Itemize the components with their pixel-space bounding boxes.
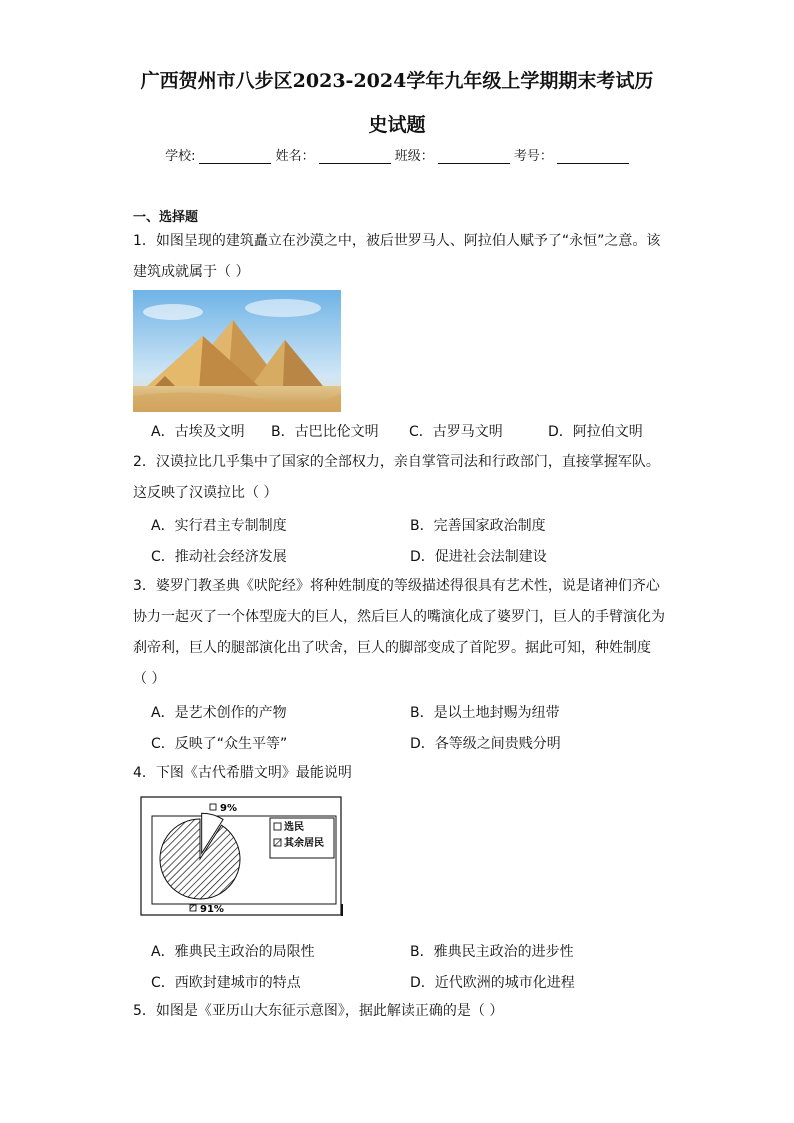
pie-legend [270,818,334,858]
question-3-stem-line1: 3．婆罗门教圣典《吠陀经》将种姓制度的等级描述得很具有艺术性，说是诸神们齐心 [133,578,660,594]
q3-option-c: C．反映了“众生平等” [151,736,288,752]
label-others-swatch [190,905,196,911]
question-2 [133,447,673,509]
question-1-stem-line2: 建筑成就属于（ ） [133,264,250,280]
q4-option-b: B．雅典民主政治的进步性 [410,944,574,960]
question-3-stem-line2: 协力一起灭了一个体型庞大的巨人，然后巨人的嘴演化成了婆罗门，巨人的手臂演化为 [133,609,665,625]
question-1-stem-line1: 1．如图呈现的建筑矗立在沙漠之中，被后世罗马人、阿拉伯人赋予了“永恒”之意。该 [133,233,661,249]
q1-option-c: C．古罗马文明 [409,424,503,440]
field-number-blank [557,149,629,164]
pie-chart [140,796,344,918]
question-3-stem-line3: 刹帝利，巨人的腿部演化出了吠舍，巨人的脚部变成了首陀罗。据此可知，种姓制度 [133,640,651,656]
legend-label-voters: 选民 [284,822,304,833]
q2-option-a: A．实行君主专制制度 [151,518,287,534]
q1-option-b: B．古巴比伦文明 [271,424,379,440]
legend-swatch-others [274,839,281,846]
q2-option-d: D．促进社会法制建设 [410,549,547,565]
question-3 [133,571,673,695]
question-4-stem-line1: 4．下图《古代希腊文明》最能说明 [133,765,352,781]
field-class-blank [438,149,510,164]
q4-option-d: D．近代欧洲的城市化进程 [410,975,575,991]
question-1 [133,226,673,288]
q3-option-a: A．是艺术创作的产物 [151,705,287,721]
pie-slice-others [160,819,240,899]
q3-option-d: D．各等级之间贵贱分明 [410,736,561,752]
field-school-label: 学校: [165,149,196,164]
question-2-stem-line2: 这反映了汉谟拉比（ ） [133,485,278,501]
legend-label-others: 其余居民 [284,838,324,849]
field-name-label: 姓名： [275,149,315,164]
q3-option-b: B．是以土地封赐为纽带 [410,705,560,721]
q4-option-c: C．西欧封建城市的特点 [151,975,301,991]
page-title-line1: 广西贺州市八步区2023-2024学年九年级上学期期末考试历 [140,70,654,92]
field-number-label: 考号： [513,149,553,164]
q4-option-a: A．雅典民主政治的局限性 [151,944,315,960]
page-title-line2: 史试题 [368,114,426,136]
section-heading: 一、选择题 [133,210,199,225]
q2-option-c: C．推动社会经济发展 [151,549,287,565]
legend-swatch-voters [274,823,281,830]
q1-option-a: A．古埃及文明 [151,424,245,440]
label-voters-percent: 9% [220,803,237,814]
question-5 [133,996,673,1027]
question-4 [133,758,673,789]
student-info-row [0,145,794,164]
q1-option-d: D．阿拉伯文明 [548,424,643,440]
pyramids-image [133,290,341,412]
field-name-blank [319,149,391,164]
q2-option-b: B．完善国家政治制度 [410,518,546,534]
question-2-stem-line1: 2．汉谟拉比几乎集中了国家的全部权力，亲自掌管司法和行政部门，直接掌握军队。 [133,454,660,470]
field-school-blank [199,149,271,164]
label-others-percent: 91% [200,904,224,915]
field-class-label: 班级： [394,149,434,164]
question-5-stem-line1: 5．如图是《亚历山大东征示意图》，据此解读正确的是（ ） [133,1003,504,1019]
label-voters-swatch [210,804,216,810]
question-3-stem-line4: （ ） [133,671,166,687]
